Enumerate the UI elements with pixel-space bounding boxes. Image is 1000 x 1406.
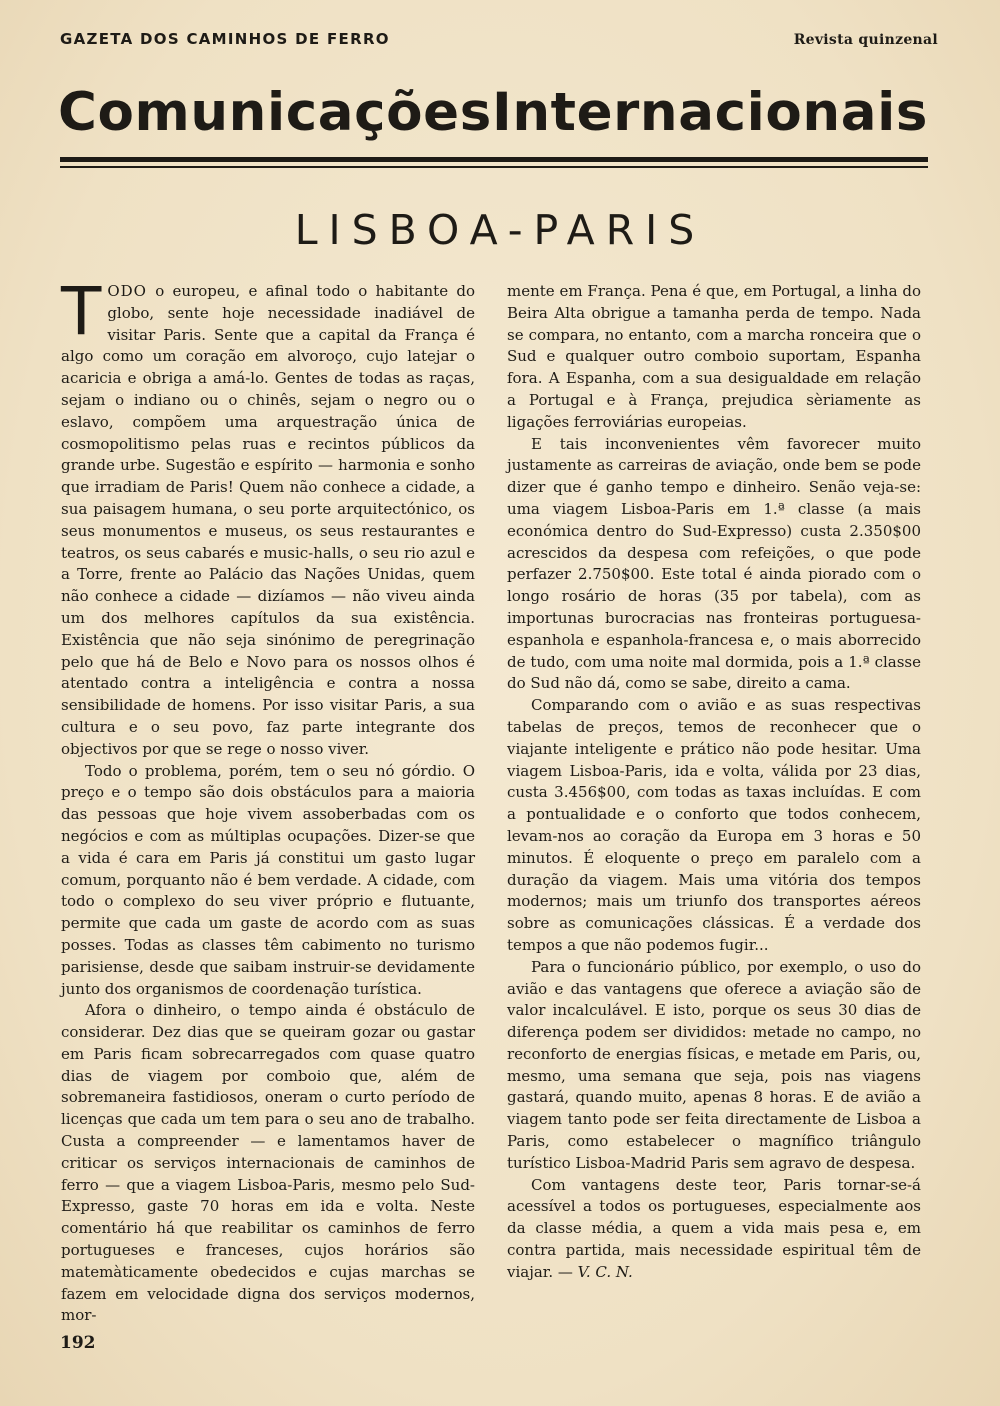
paragraph (61, 273, 475, 761)
paragraph: mente em França. Pena é que, em Portugal, a linha do Beira Alta obrigue a tamanha perda de tempo. Nada se compara, no entanto, com a marcha ronceira que o Sud e qualquer outro comboio suportam, Espanha fora. A Espanha, com a sua desigualdade em relação a Portugal e à França, prejudica sèriamente as ligações ferroviárias europeias. (507, 282, 921, 431)
publication-frequency: Revista quinzenal (793, 32, 938, 48)
drop-cap: T (61, 273, 102, 350)
section-title-word-2: Internacionais (492, 82, 928, 143)
paragraph (507, 1175, 921, 1284)
publication-name: GAZETA DOS CAMINHOS DE FERRO (60, 30, 390, 48)
paragraph-text: Com vantagens deste teor, Paris tornar-se-á acessível a todos os portugueses, especialmente aos da classe média, a quem a vida mais pesa e, em contra partida, mais necessidade espiritual têm de viajar. — (507, 1175, 921, 1281)
paragraph: Todo o problema, porém, tem o seu nó górdio. O preço e o tempo são dois obstáculos para a maioria das pessoas que hoje vivem assoberbadas com os negócios e com as múltiplas ocupações. Dizer-se que a vida é cara em Paris já constitui um gasto lugar comum, porquanto não é bem verdade. A cidade, com todo o complexo do seu viver próprio e flutuante, permite que cada um gaste de acordo com as suas posses. Todas as classes têm cabimento no turismo parisiense, desde que saibam instruir-se devidamente junto dos organismos de coordenação turística. (61, 761, 475, 998)
title-rule-thin (60, 166, 928, 168)
title-rule-thick (60, 157, 928, 162)
paragraph: Para o funcionário público, por exemplo, o uso do avião e das vantagens que oferece a aviação são de valor incalculável. E isto, porque os seus 30 dias de diferença podem ser divididos: metade no campo, no reconforto de energias físicas, e metade em Paris, ou, mesmo, uma semana que seja, pois nas viagens gastará, quando muito, apenas 8 horas. E de avião a viagem tanto pode ser feita directamente de Lisboa a Paris, como estabelecer o magnífico triângulo turístico Lisboa-Madrid Paris sem agravo de despesa. (507, 957, 921, 1172)
paragraph: Comparando com o avião e as suas respectivas tabelas de preços, temos de reconhecer que o viajante inteligente e prático não pode hesitar. Uma viagem Lisboa-Paris, ida e volta, válida por 23 dias, custa 3.456$00, com todas as taxas incluídas. E com a pontualidade e o conforto que todos conhecem, levam-nos ao coração da Europa em 3 horas e 50 minutos. É eloquente o preço em paralelo com a duração da viagem. Mais uma vitória dos tempos modernos; mais um triunfo dos transportes aéreos sobre as comunicações clássicas. É a verdade dos tempos a que não podemos fugir... (507, 696, 921, 954)
running-head (60, 30, 938, 48)
article-title: LISBOA-PARIS (294, 206, 706, 254)
section-title (58, 82, 928, 143)
lead-caps: ODO (107, 282, 147, 300)
paragraph: Afora o dinheiro, o tempo ainda é obstáculo de considerar. Dez dias que se queiram gozar ou gastar em Paris ficam sobrecarregados com quase quatro dias de viagem por comboio que, além de sobremaneira fastidiosos, oneram o curto período de licenças que cada um tem para o seu ano de trabalho. Custa a compreender — e lamentamos haver de criticar os serviços internacionais de caminhos de ferro — que a viagem Lisboa-Paris, mesmo pelo Sud-Expresso, gaste 70 horas em ida e volta. Neste comentário há que reabilitar os caminhos de ferro portugueses e franceses, cujos horários são matemàticamente obedecidos e cujas marchas se fazem em velocidade digna dos serviços modernos, mor- (61, 1001, 475, 1325)
column-left (61, 273, 475, 1327)
paragraph-text: o europeu, e afinal todo o habitante do globo, sente hoje necessidade inadiável de visitar Paris. Sente que a capital da França é algo como um coração em alvoroço, cujo latejar o acaricia e obriga a amá-lo. Gentes de todas as raças, sejam o indiano ou o chinês, sejam o negro ou o eslavo, compõem uma arquestração única de cosmopolitismo pelas ruas e recintos públicos da grande urbe. Sugestão e espírito — harmonia e sonho que irradiam de Paris! Quem não conhece a cidade, a sua paisagem humana, o seu porte arquitectónico, os seus monumentos e museus, os seus restaurantes e teatros, os seus cabarés e music-halls, o seu rio azul e a Torre, frente ao Palácio das Nações Unidas, quem não conhece a cidade — dizíamos — não viveu ainda um dos melhores capítulos da sua existência. Existência que não seja sinónimo de peregrinação pelo que há de Belo e Novo para os nossos olhos é atentado contra a inteligência e contra a nossa sensibilidade de homens. Por isso visitar Paris, a sua cultura e o seu povo, faz parte integrante dos objectivos por que se rege o nosso viver. (61, 282, 475, 758)
page-number: 192 (60, 1333, 96, 1353)
column-right (507, 281, 921, 1284)
section-title-word-1: Comunicações (58, 82, 492, 143)
paragraph: E tais inconvenientes vêm favorecer muito justamente as carreiras de aviação, onde bem se pode dizer que é ganho tempo e dinheiro. Senão veja-se: uma viagem Lisboa-Paris em 1.ª classe (a mais económica dentro do Sud-Expresso) custa 2.350$00 acrescidos da despesa com refeições, o que pode perfazer 2.750$00. Este total é ainda piorado com o longo rosário de horas (35 por tabela), com as importunas burocracias nas fronteiras portuguesa-espanhola e espanhola-francesa e, o mais aborrecido de tudo, com uma noite mal dormida, pois a 1.ª classe do Sud não dá, como se sabe, direito a cama. (507, 434, 921, 693)
author-signature: V. C. N. (577, 1262, 633, 1281)
